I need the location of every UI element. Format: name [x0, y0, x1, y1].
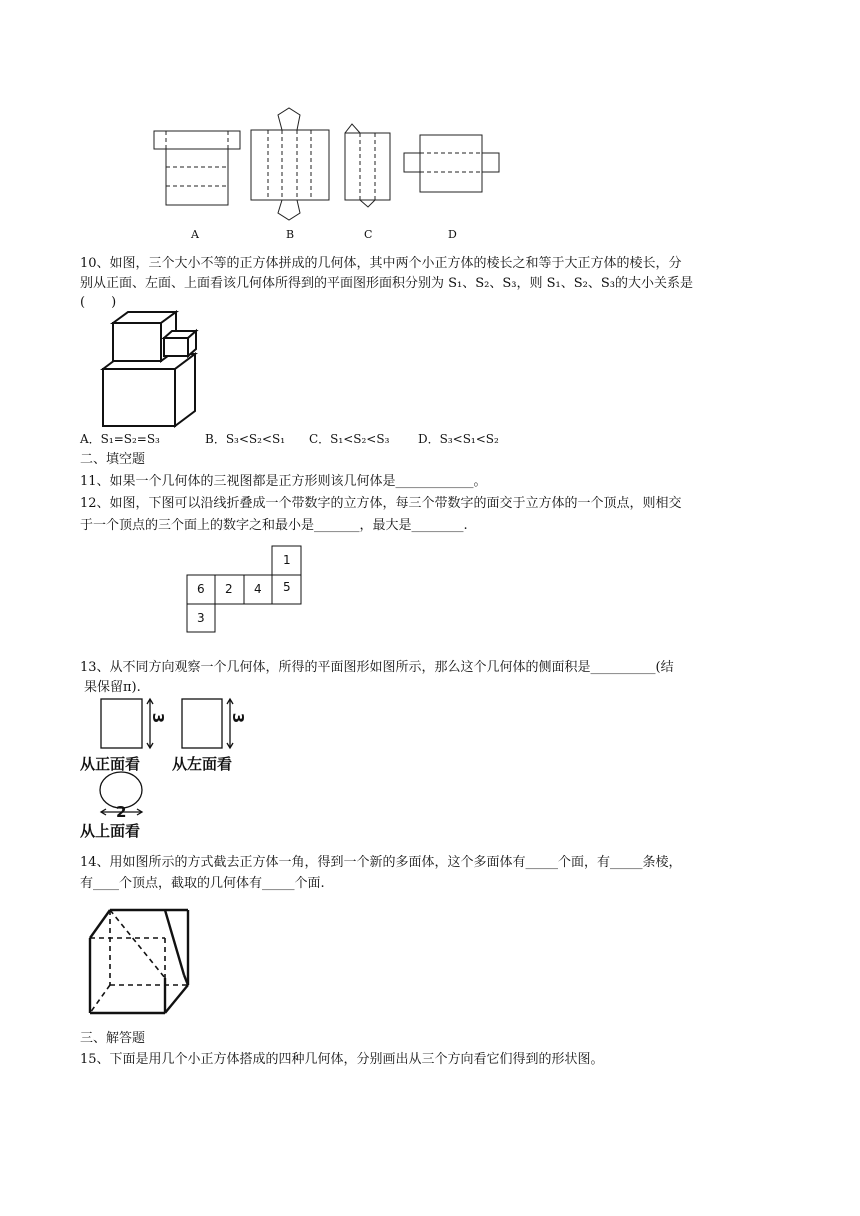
q13-line2: 果保留π). [84, 680, 141, 695]
net-c-label: C [364, 228, 373, 241]
net-cell-6: 6 [197, 582, 205, 596]
q10-line3: ( ) [80, 295, 117, 310]
q10-option-a: A．S₁=S₂=S₃ [80, 432, 160, 446]
left-view-height: 3 [229, 712, 248, 724]
net-cell-3: 3 [197, 611, 205, 625]
net-cell-1: 1 [283, 553, 291, 567]
top-view-label: 从上面看 [80, 822, 141, 840]
front-view-height: 3 [149, 712, 168, 724]
top-view-diameter: 2 [116, 803, 127, 821]
section-fill-blank-heading: 二、填空题 [80, 452, 146, 467]
left-view-label: 从左面看 [172, 755, 233, 773]
q15-text: 15、下面是用几个小正方体搭成的四种几何体，分别画出从三个方向看它们得到的形状图。 [80, 1052, 604, 1067]
q14-line2: 有____个顶点，截取的几何体有_____个面. [80, 876, 325, 891]
q12-line2: 于一个顶点的三个面上的数字之和最小是_______，最大是________. [80, 518, 468, 533]
q14-line1: 14、用如图所示的方式截去正方体一角，得到一个新的多面体，这个多面体有_____个面，有_____条棱， [80, 855, 682, 870]
q13-line1: 13、从不同方向观察一个几何体，所得的平面图形如图所示，那么这个几何体的侧面积是__________(结 [80, 660, 674, 675]
q10-line2: 别从正面、左面、上面看该几何体所得到的平面图形面积分别为 S₁、S₂、S₃，则 S₁、S₂、S₃的大小关系是 [80, 276, 693, 291]
net-a-label: A [191, 228, 199, 241]
q10-option-c: C．S₁<S₂<S₃ [309, 432, 390, 446]
q11-text: 11、如果一个几何体的三视图都是正方形则该几何体是____________。 [80, 474, 487, 489]
q10-option-b: B．S₃<S₂<S₁ [205, 432, 286, 446]
section-solve-heading: 三、解答题 [80, 1031, 146, 1046]
q10-line1: 10、如图，三个大小不等的正方体拼成的几何体，其中两个小正方体的棱长之和等于大正方体的棱长，分 [80, 256, 682, 271]
q12-line1: 12、如图，下图可以沿线折叠成一个带数字的立方体，每三个带数字的面交于立方体的一个顶点，则相交 [80, 496, 682, 511]
net-cell-4: 4 [254, 582, 262, 596]
net-cell-2: 2 [225, 582, 233, 596]
net-cell-5: 5 [283, 580, 291, 594]
front-view-label: 从正面看 [80, 755, 141, 773]
net-b-label: B [286, 228, 295, 241]
net-d-label: D [448, 228, 457, 241]
q10-option-d: D．S₃<S₁<S₂ [418, 432, 499, 446]
